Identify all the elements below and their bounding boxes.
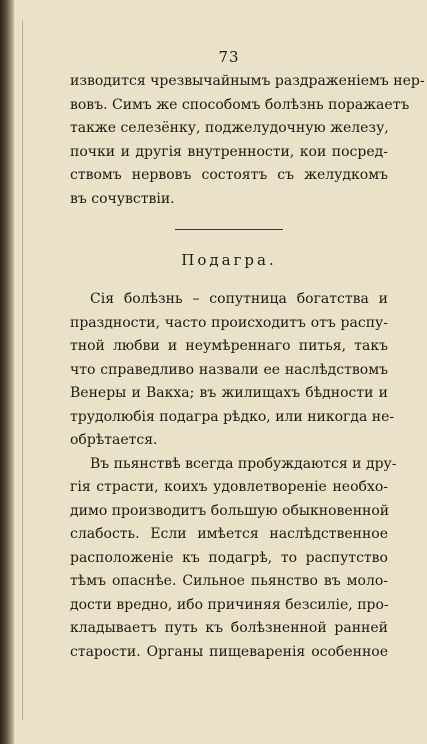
- text-line: гія страсти, коихъ удовлетвореніе необхо-: [70, 479, 388, 495]
- paragraph: [70, 453, 397, 665]
- text-line: димо производитъ большую обыкновенной: [70, 502, 390, 519]
- text-line: въ сочувствіи.: [70, 190, 175, 207]
- section-divider: [175, 229, 283, 230]
- text-line: что справедливо назвали ее наслѣдствомъ: [70, 361, 388, 378]
- text-line: обрѣтается.: [70, 432, 158, 448]
- gutter-line: [22, 20, 23, 720]
- text-line: Венеры и Вакха; въ жилищахъ бѣдности и: [70, 385, 388, 401]
- text-line: почки и другія внутренности, кои посред-: [70, 143, 388, 160]
- book-spine: [0, 0, 14, 744]
- text-line: ствомъ нервовъ состоятъ съ желудкомъ: [70, 167, 388, 183]
- text-line: Сія болѣзнь – сопутница богатства и: [90, 291, 388, 307]
- text-line: старости. Органы пищеваренія особенное: [70, 643, 388, 660]
- page-number: 73: [218, 48, 240, 66]
- paragraph: [70, 288, 395, 453]
- text-line: праздности, часто происходитъ отъ распу-: [70, 314, 388, 331]
- text-line: слабость. Если имѣется наслѣдственное: [70, 526, 388, 542]
- text-line: кладываетъ путь къ болѣзненной ранней: [70, 620, 388, 636]
- text-line: также селезёнку, поджелудочную железу,: [70, 120, 389, 136]
- top-paragraph: [70, 70, 425, 211]
- text-line: тѣмъ опаснѣе. Сильное пьянство въ моло-: [70, 573, 388, 589]
- text-line: тной любви и неумѣреннаго питья, такъ: [70, 338, 388, 354]
- book-page: [70, 48, 425, 664]
- text-line: вовъ. Симъ же способомъ болѣзнь поражаетъ: [70, 96, 410, 113]
- text-line: дости вредно, ибо причиняя безсиліе, про-: [70, 596, 389, 613]
- section-title: Подагра.: [181, 251, 277, 269]
- text-line: трудолюбія подагра рѣдко, или никогда не-: [70, 408, 395, 425]
- text-line: Въ пьянствѣ всегда пробуждаются и дру-: [90, 455, 397, 472]
- text-line: расположеніе къ подагрѣ, то распутство: [70, 549, 388, 566]
- text-line: изводится чрезвычайнымъ раздраженіемъ нер-: [70, 73, 425, 89]
